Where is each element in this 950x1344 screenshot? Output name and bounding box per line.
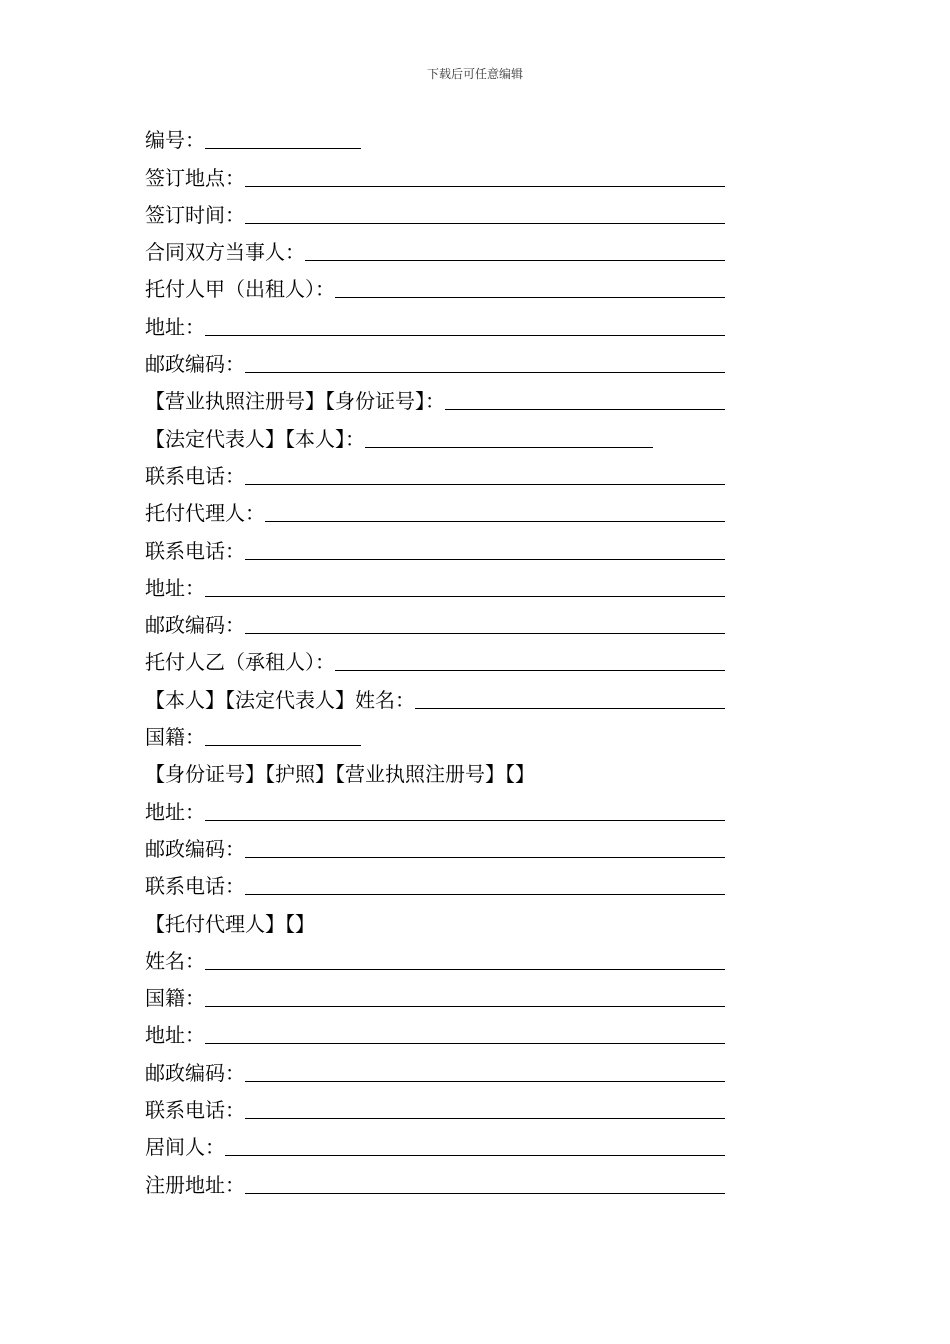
fill-in-blank[interactable] [205, 949, 725, 970]
field-label: 联系电话： [145, 538, 245, 563]
form-line [145, 974, 725, 1011]
form-line [145, 825, 725, 862]
field-label: 国籍： [145, 725, 205, 750]
field-label: 地址： [145, 314, 205, 339]
field-label: 【营业执照注册号】【身份证号】： [145, 389, 445, 414]
fill-in-blank[interactable] [245, 166, 725, 187]
form-line [145, 1160, 725, 1197]
form-line [145, 526, 725, 563]
field-label: 【法定代表人】【本人】： [145, 426, 365, 451]
fill-in-blank[interactable] [245, 1173, 725, 1194]
field-label: 合同双方当事人： [145, 240, 305, 265]
field-label: 地址： [145, 799, 205, 824]
form-line [145, 489, 725, 526]
field-label: 【身份证号】【护照】【营业执照注册号】【】 [145, 762, 535, 787]
fill-in-blank[interactable] [335, 650, 725, 671]
field-label: 联系电话： [145, 874, 245, 899]
fill-in-blank[interactable] [245, 464, 725, 485]
fill-in-blank[interactable] [245, 613, 725, 634]
page-header-note: 下载后可任意编辑 [426, 67, 523, 81]
form-line [145, 564, 725, 601]
fill-in-blank[interactable] [205, 576, 725, 597]
form-line [145, 265, 725, 302]
form-line [145, 414, 725, 451]
field-label: 编号： [145, 128, 205, 153]
fill-in-blank[interactable] [205, 128, 361, 149]
fill-in-blank[interactable] [245, 1098, 725, 1119]
form-line [145, 862, 725, 899]
contract-form [145, 116, 725, 1198]
form-line [145, 713, 725, 750]
field-label: 邮政编码： [145, 1060, 245, 1085]
form-line [145, 340, 725, 377]
form-line [145, 1086, 725, 1123]
fill-in-blank[interactable] [205, 800, 725, 821]
form-line [145, 228, 725, 265]
form-line [145, 377, 725, 414]
field-label: 【本人】【法定代表人】姓名： [145, 687, 415, 712]
field-label: 签订地点： [145, 165, 245, 190]
fill-in-blank[interactable] [245, 837, 725, 858]
form-line [145, 750, 725, 787]
form-line [145, 1048, 725, 1085]
form-line [145, 191, 725, 228]
field-label: 托付人乙（承租人）： [145, 650, 335, 675]
form-line [145, 899, 725, 936]
field-label: 邮政编码： [145, 352, 245, 377]
fill-in-blank[interactable] [245, 203, 725, 224]
form-line [145, 601, 725, 638]
fill-in-blank[interactable] [245, 874, 725, 895]
form-line [145, 937, 725, 974]
fill-in-blank[interactable] [445, 389, 725, 410]
field-label: 居间人： [145, 1135, 225, 1160]
field-label: 地址： [145, 575, 205, 600]
form-line [145, 1123, 725, 1160]
field-label: 注册地址： [145, 1172, 245, 1197]
form-line [145, 116, 725, 153]
form-line [145, 452, 725, 489]
fill-in-blank[interactable] [205, 725, 361, 746]
form-line [145, 638, 725, 675]
fill-in-blank[interactable] [205, 315, 725, 336]
fill-in-blank[interactable] [245, 539, 725, 560]
fill-in-blank[interactable] [335, 277, 725, 298]
form-line [145, 1011, 725, 1048]
fill-in-blank[interactable] [265, 501, 725, 522]
form-line [145, 153, 725, 190]
field-label: 【托付代理人】【】 [145, 911, 315, 936]
fill-in-blank[interactable] [415, 688, 725, 709]
field-label: 签订时间： [145, 202, 245, 227]
field-label: 托付人甲（出租人）： [145, 277, 335, 302]
fill-in-blank[interactable] [245, 1061, 725, 1082]
field-label: 联系电话： [145, 463, 245, 488]
fill-in-blank[interactable] [305, 240, 725, 261]
form-line [145, 302, 725, 339]
field-label: 邮政编码： [145, 613, 245, 638]
fill-in-blank[interactable] [205, 986, 725, 1007]
field-label: 联系电话： [145, 1098, 245, 1123]
form-line [145, 787, 725, 824]
fill-in-blank[interactable] [245, 352, 725, 373]
fill-in-blank[interactable] [205, 1023, 725, 1044]
form-line [145, 675, 725, 712]
field-label: 托付代理人： [145, 501, 265, 526]
field-label: 地址： [145, 1023, 205, 1048]
fill-in-blank[interactable] [225, 1135, 725, 1156]
field-label: 邮政编码： [145, 836, 245, 861]
field-label: 姓名： [145, 948, 205, 973]
fill-in-blank[interactable] [365, 427, 653, 448]
field-label: 国籍： [145, 986, 205, 1011]
